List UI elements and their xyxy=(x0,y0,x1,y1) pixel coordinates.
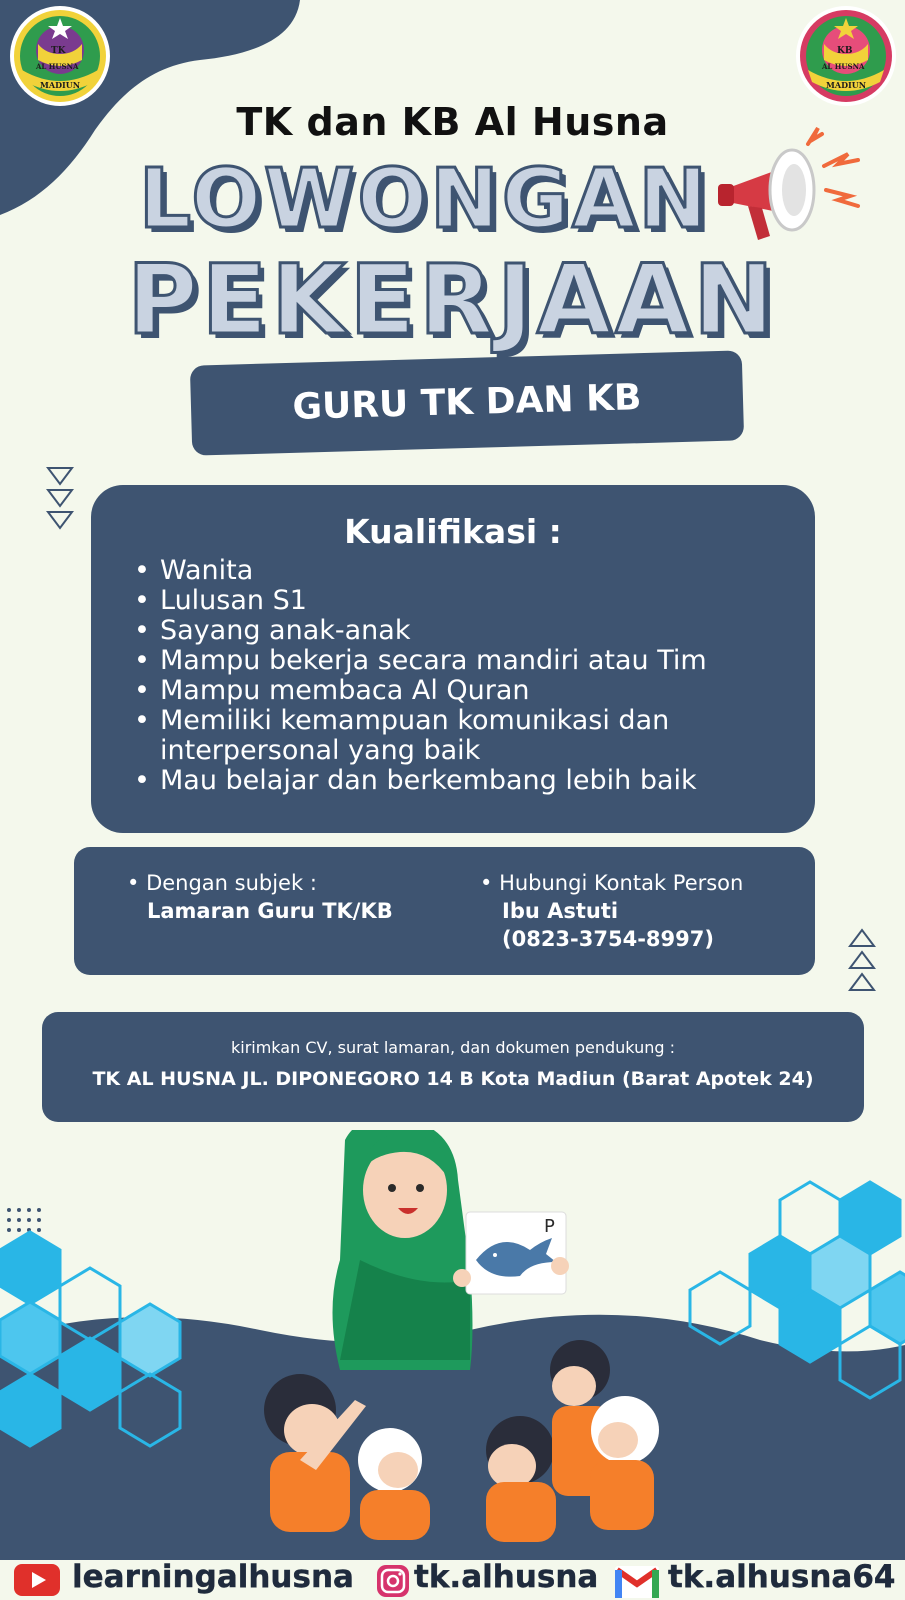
send-address: TK AL HUSNA JL. DIPONEGORO 14 B Kota Madiun (Barat Apotek 24) xyxy=(92,1068,814,1090)
logo-tk-ribbon: AL HUSNA xyxy=(36,62,79,71)
triangle-down-decoration xyxy=(46,466,74,534)
footer-social-bar xyxy=(0,1558,905,1600)
instagram-icon[interactable] xyxy=(376,1564,410,1598)
contact-person-label xyxy=(480,871,743,895)
qualification-item: • Mampu membaca Al Quran xyxy=(134,676,804,706)
qualification-item: • Sayang anak-anak xyxy=(134,616,804,646)
gmail-handle[interactable]: tk.alhusna64 xyxy=(668,1559,896,1595)
contact-person-name: Ibu Astuti xyxy=(502,899,619,923)
send-note: kirimkan CV, surat lamaran, dan dokumen pendukung : xyxy=(230,1038,675,1057)
headline-pekerjaan: PEKERJAAN xyxy=(127,244,778,356)
megaphone-icon xyxy=(718,110,878,250)
logo-kb-label: KB xyxy=(837,46,853,56)
qualification-item: • Lulusan S1 xyxy=(134,586,804,616)
subject-value: Lamaran Guru TK/KB xyxy=(147,899,393,923)
logo-kb-city: MADIUN xyxy=(826,80,867,90)
qualification-item: • Mampu bekerja secara mandiri atau Tim xyxy=(134,646,804,676)
qualifications-title: Kualifikasi : xyxy=(344,512,562,551)
classroom-illustration xyxy=(0,1130,905,1560)
card-letter: P xyxy=(544,1216,555,1237)
qualification-item: • Mau belajar dan berkembang lebih baik xyxy=(134,766,804,796)
send-panel xyxy=(42,1012,864,1122)
youtube-icon[interactable] xyxy=(14,1564,60,1596)
logo-tk-city: MADIUN xyxy=(40,80,81,90)
headline-lowongan: LOWONGAN xyxy=(138,152,711,247)
instagram-handle[interactable]: tk.alhusna xyxy=(414,1559,599,1595)
logo-tk xyxy=(8,4,112,108)
subject-label-text: Dengan subjek : xyxy=(146,871,317,895)
logo-tk-label: TK xyxy=(51,46,66,56)
position-label: GURU TK DAN KB xyxy=(291,377,642,428)
bullet: • xyxy=(127,871,147,895)
logo-kb-ribbon: AL HUSNA xyxy=(822,62,865,71)
youtube-handle[interactable]: learningalhusna xyxy=(72,1559,354,1595)
logo-kb xyxy=(794,4,898,108)
contact-person-phone[interactable]: (0823-3754-8997) xyxy=(502,927,714,951)
gmail-icon[interactable] xyxy=(615,1566,659,1598)
bullet: • xyxy=(480,871,500,895)
qualifications-list xyxy=(134,556,804,796)
qualification-item: • Memiliki kemampuan komunikasi dan interpersonal yang baik xyxy=(134,706,804,766)
qualification-item: • Wanita xyxy=(134,556,804,586)
subject-label xyxy=(127,871,317,895)
contact-person-label-text: Hubungi Kontak Person xyxy=(499,871,744,895)
triangle-up-decoration xyxy=(848,928,876,998)
school-name: TK dan KB Al Husna xyxy=(236,100,669,144)
